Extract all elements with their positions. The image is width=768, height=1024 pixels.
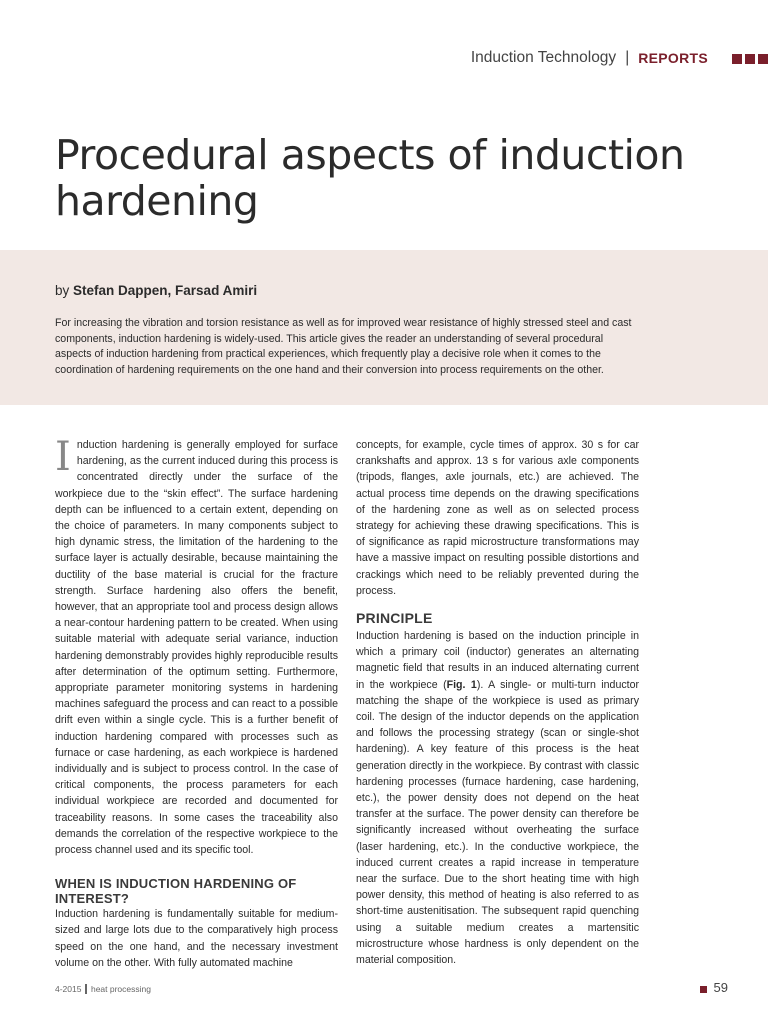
page-number: 59 — [713, 980, 728, 995]
section-heading: WHEN IS INDUCTION HARDENING OF INTEREST? — [55, 876, 297, 907]
paragraph — [55, 434, 338, 858]
issue-number: 4-2015 — [55, 984, 82, 994]
footer-divider — [85, 984, 87, 994]
byline-prefix: by — [55, 283, 70, 298]
square-icon — [745, 54, 755, 64]
running-header — [471, 49, 708, 67]
square-icon — [732, 54, 742, 64]
drop-cap: I — [55, 434, 71, 480]
footer-right — [700, 980, 728, 995]
section-heading: PRINCIPLE — [356, 610, 433, 627]
figure-reference[interactable]: Fig. 1 — [446, 678, 477, 691]
paragraph-text: Induction hardening is based on the induction principle in which a primary coil (inductor) generates an alternating magnetic field that results in an induced alternating current in the workpiece ( — [356, 630, 639, 691]
paragraph-text: ). A single- or multi-turn inductor matching the shape of the workpiece is used as primary coil. The design of the inductor depends on the application and follows the processing strategy (scan or single-shot hardening). A key feature of this process is the heat generation directly in the workpiece. By contrast with classic hardening processes (furnace hardening, case hardening, etc.), the power density does not depend on the heat transfer at the surface. The power density can therefore be significantly increased without overheating the surface (laser hardening, etc.). In the conductive workpiece, the induced current creates a rapid increase in temperature near the surface. Due to the short heating time with high power density, this method of heating is also referred to as short-time austenitisation. The subsequent rapid quenching using a suitable medium creates a martensitic microstructure whose hardness is only dependent on the material composition. — [356, 678, 639, 967]
abstract: For increasing the vibration and torsion resistance as well as for improved wear resistance of highly stressed steel and cast components, induction hardening is widely-used. This article gives the reader an understanding of several procedural aspects of induction hardening from practical experiences, which frequently play a decisive role when it comes to the coordination of hardening requirements on the one hand and their conversion into process requirements on the other. — [55, 317, 632, 376]
paragraph: concepts, for example, cycle times of approx. 30 s for car crankshafts and approx. 13 s for various axle components (tripods, flanges, axle journals, etc.) are achieved. The actual process time depends on the drawing specifications of the hardening zone as well as on selected process strategy for achieving these drawing specifications. This is of significance as rapid microstructure transformations may have a massive impact on resulting possible distortions and crackings which need to be reliably prevented during the process. — [356, 439, 639, 597]
paragraph — [356, 628, 639, 968]
body-column-right — [356, 437, 639, 968]
footer-left — [55, 984, 151, 994]
header-separator: | — [625, 49, 630, 66]
header-decoration — [732, 54, 768, 64]
square-icon — [700, 986, 707, 993]
paragraph-text: nduction hardening is generally employed for surface hardening, as the current induced during this process is concentrated directly under the surface of the workpiece due to the “skin effect”. The surface hardening depth can be influenced to a certain extent, depending on the choice of parameters. In many components subject to high dynamic stress, the limitation of the hardening to the surface layer is actually desirable, because maintaining the ductility of the base material is crucial for the fracture strength. Surface hardening also offers the benefit, however, that an appropriate tool and process design allows a near-contour hardening pattern to be created. When using suitable material with adequate serial variance, induction hardening demonstrably provides highly reproducible results after determination of the optimum setting. Furthermore, appropriate parameter monitoring systems in hardening machines safeguard the process and can react to a possible drift even within a single cycle. This is a further benefit of induction hardening compared with processes such as furnace or case hardening, as each workpiece is hardened individually and is subject to process control. In the case of critical components, the process parameters for each individual workpiece are recorded and documented for traceability reasons. In some cases the traceability also demands the correlation of the respective workpiece to the process channel used and its specific tool. — [55, 439, 338, 857]
header-category: Induction Technology — [470, 49, 617, 66]
article-title: Procedural aspects of induction hardening — [55, 131, 685, 225]
paragraph: Induction hardening is fundamentally suitable for medium-sized and large lots due to the comparatively high process speed on the one hand, and the necessary investment volume on the other. With fully automated machine — [55, 908, 338, 969]
square-icon — [758, 54, 768, 64]
header-section: REPORTS — [638, 50, 708, 66]
body-column-left — [55, 434, 338, 971]
authors: Stefan Dappen, Farsad Amiri — [73, 283, 258, 298]
byline — [55, 283, 257, 298]
journal-name: heat processing — [90, 984, 151, 994]
